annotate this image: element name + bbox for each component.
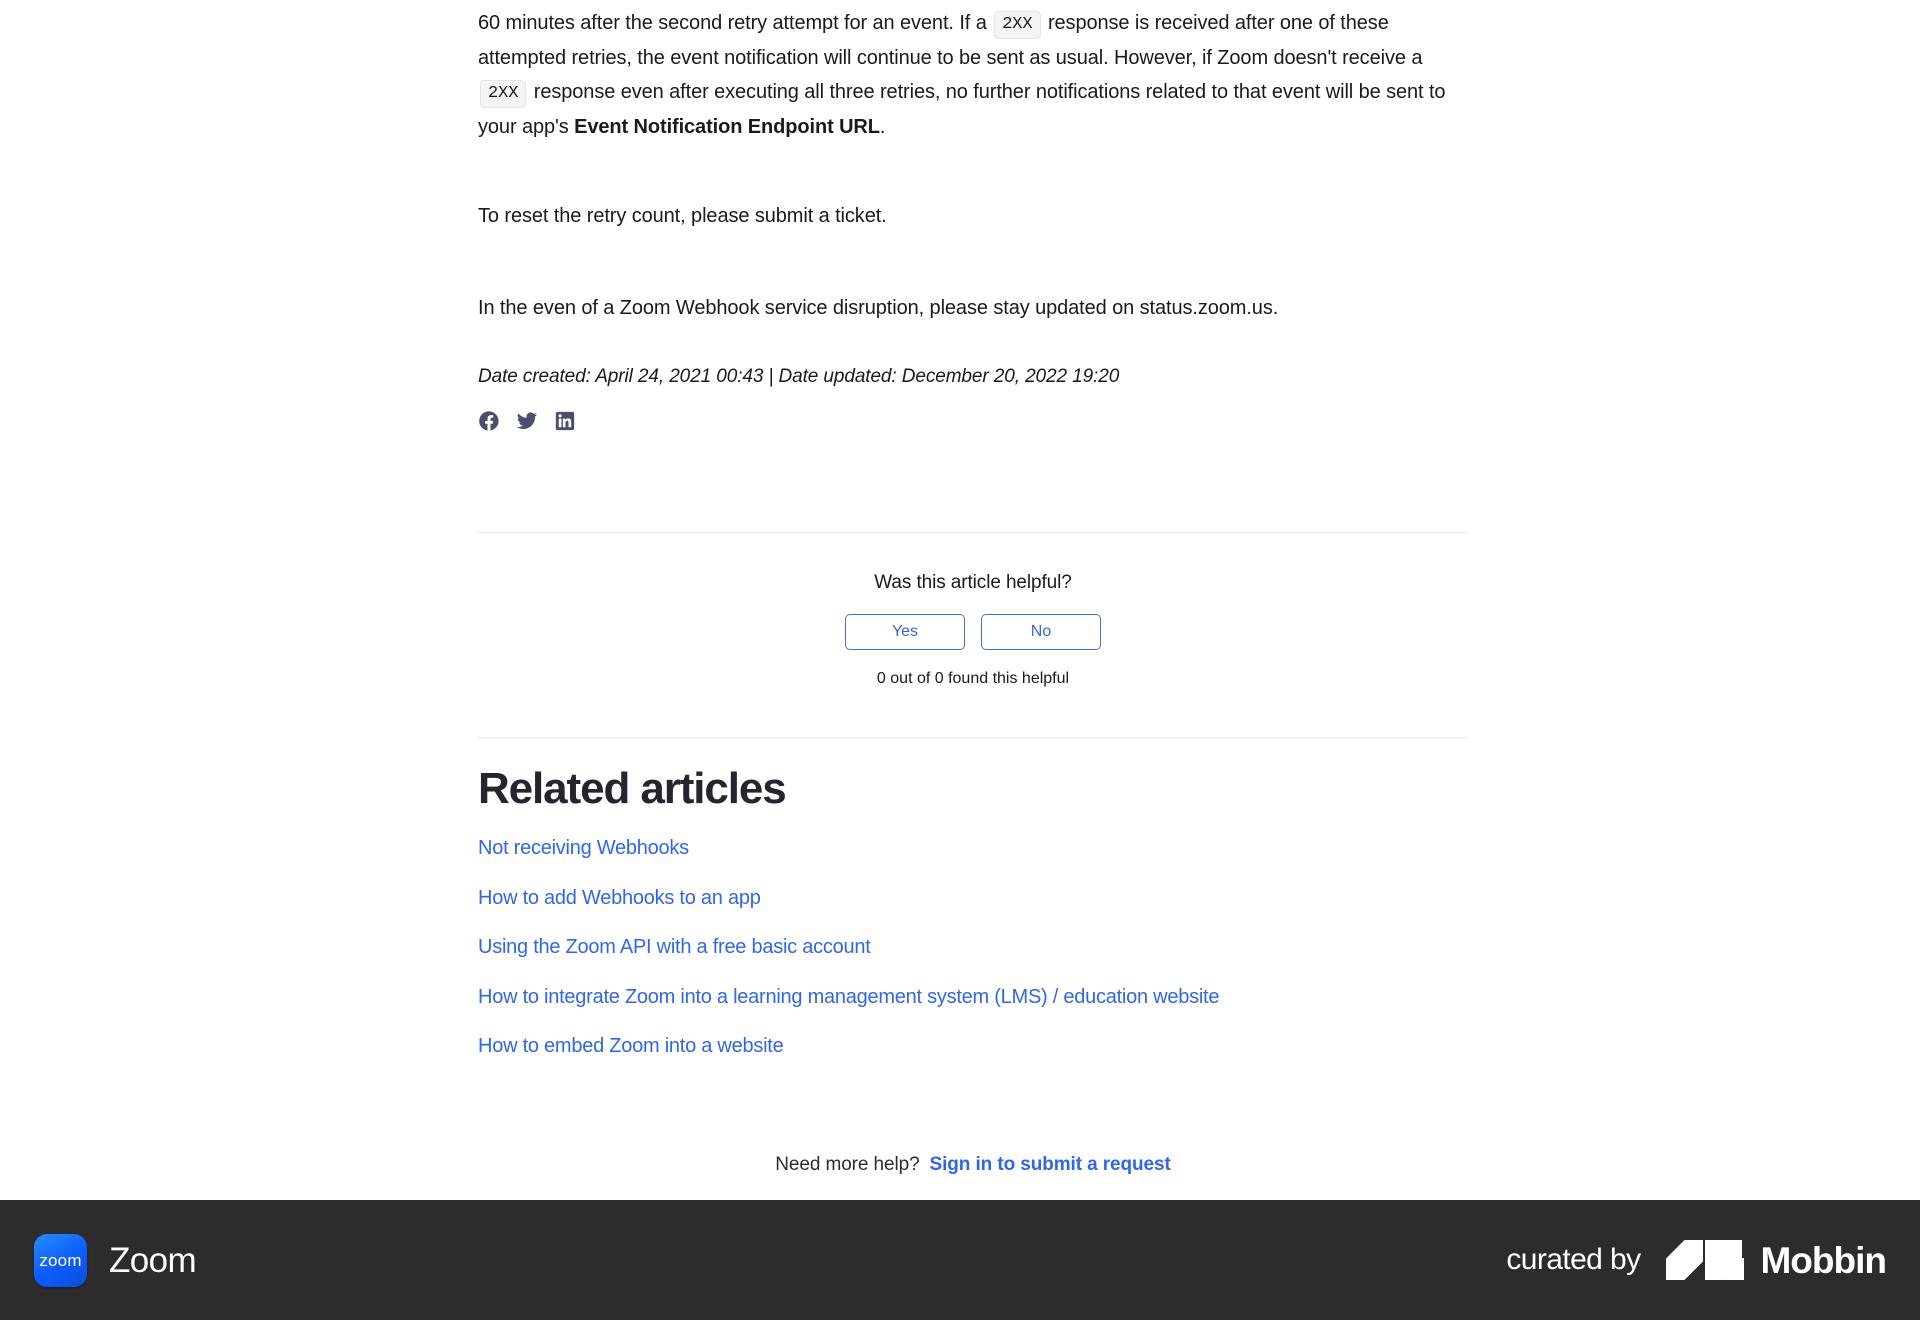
twitter-icon[interactable] — [516, 410, 538, 432]
social-share-row — [478, 409, 1468, 433]
sign-in-submit-request-link[interactable]: Sign in to submit a request — [929, 1154, 1171, 1175]
related-articles-heading: Related articles — [478, 764, 786, 813]
code-chip-2xx-first: 2XX — [994, 11, 1040, 39]
footer-app-lockup — [34, 1234, 196, 1287]
mobbin-logo-icon — [1666, 1240, 1744, 1280]
article-paragraph-reset-count: To reset the retry count, please submit a ticket. — [478, 205, 887, 227]
article-vote-section — [478, 570, 1468, 690]
endpoint-url-emphasis: Event Notification Endpoint URL — [574, 115, 880, 138]
related-article-link[interactable]: How to embed Zoom into a website — [478, 1035, 784, 1057]
footer-bar — [0, 1200, 1920, 1320]
footer-app-name: Zoom — [109, 1240, 197, 1280]
footer-curator-lockup — [1506, 1240, 1886, 1280]
paragraph-text-segment: . — [879, 115, 886, 138]
article-paragraph-service-disruption: In the even of a Zoom Webhook service disruption, please stay updated on status.zoom.us. — [478, 296, 1279, 319]
related-article-link[interactable]: Not receiving Webhooks — [478, 837, 689, 859]
paragraph-text-segment: response is received after one of these attempted retries, the event notification will continue to be sent as usual. However, if Zoom doesn't receive a — [478, 12, 1423, 69]
divider-above-vote — [478, 532, 1468, 533]
zoom-app-icon-label: zoom — [39, 1250, 82, 1270]
divider-above-related — [478, 737, 1468, 738]
vote-no-button[interactable]: No — [981, 614, 1101, 650]
need-more-help-label: Need more help? — [775, 1154, 920, 1175]
code-chip-2xx-second: 2XX — [480, 80, 526, 108]
mobbin-wordmark: Mobbin — [1760, 1239, 1886, 1281]
paragraph-spacer — [478, 325, 1468, 363]
vote-yes-button[interactable]: Yes — [845, 614, 965, 650]
related-articles-list — [478, 836, 1468, 1059]
vote-question-label: Was this article helpful? — [874, 572, 1072, 593]
zoom-app-icon — [34, 1234, 87, 1287]
vote-count-text: 0 out of 0 found this helpful — [876, 670, 1070, 687]
facebook-icon[interactable] — [478, 410, 500, 432]
paragraph-spacer — [478, 144, 1468, 199]
need-more-help-row — [478, 1152, 1468, 1178]
mobbin-brand-lockup — [1666, 1240, 1886, 1280]
paragraph-spacer — [478, 234, 1468, 291]
related-article-link[interactable]: Using the Zoom API with a free basic account — [478, 936, 871, 958]
paragraph-text-segment: response even after executing all three retries, no further notifications related to that event will be sent to your app's — [478, 81, 1446, 138]
article-body — [478, 0, 1468, 433]
article-date-line: Date created: April 24, 2021 00:43 | Date updated: December 20, 2022 19:20 — [478, 366, 1120, 387]
curated-by-label: curated by — [1506, 1243, 1641, 1276]
article-paragraph-retry — [478, 0, 1468, 144]
related-article-link[interactable]: How to integrate Zoom into a learning management system (LMS) / education website — [478, 985, 1220, 1008]
linkedin-icon[interactable] — [554, 410, 576, 432]
related-article-link[interactable]: How to add Webhooks to an app — [478, 886, 761, 909]
vote-button-group — [478, 614, 1468, 650]
related-articles-section — [478, 762, 1468, 1059]
paragraph-text-segment: 60 minutes after the second retry attempt for an event. If a — [478, 12, 987, 34]
